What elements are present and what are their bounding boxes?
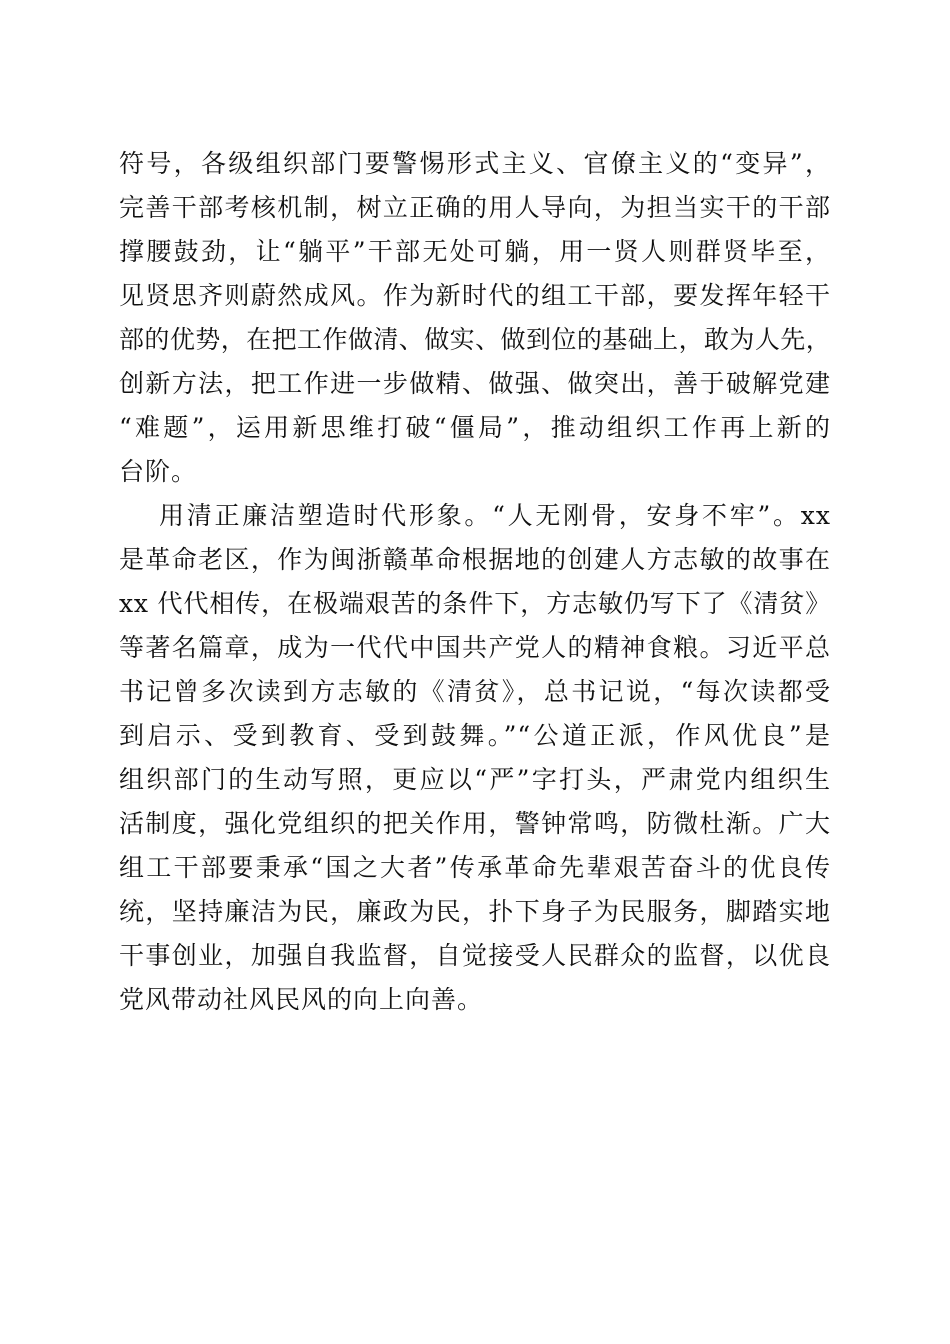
text-line: 党风带动社风民风的向上向善。	[119, 985, 484, 1014]
text-line: “难题”，运用新思维打破“僵局”，推动组织工作再上新的	[119, 413, 831, 442]
text-line: 组工干部要秉承“国之大者”传承革命先辈艰苦奋斗的优良传	[119, 853, 831, 882]
text-line: 用清正廉洁塑造时代形象。“人无刚骨，安身不牢”。xx	[159, 501, 831, 530]
text-line: 到启示、受到教育、受到鼓舞。”“公道正派，作风优良”是	[119, 721, 831, 750]
text-line: 组织部门的生动写照，更应以“严”字打头，严肃党内组织生	[119, 765, 831, 794]
text-line: 撑腰鼓劲，让“躺平”干部无处可躺，用一贤人则群贤毕至，	[119, 237, 831, 266]
text-line: 干事创业，加强自我监督，自觉接受人民群众的监督，以优良	[119, 941, 831, 970]
text-line: 部的优势，在把工作做清、做实、做到位的基础上，敢为人先，	[119, 325, 831, 354]
text-line: 统，坚持廉洁为民，廉政为民，扑下身子为民服务，脚踏实地	[119, 897, 831, 926]
text-line: 见贤思齐则蔚然成风。作为新时代的组工干部，要发挥年轻干	[119, 281, 831, 310]
text-line: 创新方法，把工作进一步做精、做强、做突出，善于破解党建	[119, 369, 831, 398]
text-line: 是革命老区，作为闽浙赣革命根据地的创建人方志敏的故事在	[119, 545, 831, 574]
text-line: xx 代代相传，在极端艰苦的条件下，方志敏仍写下了《清贫》	[119, 589, 831, 618]
text-line: 书记曾多次读到方志敏的《清贫》，总书记说，“每次读都受	[119, 677, 831, 706]
paragraph-1	[119, 142, 831, 494]
text-line: 符号，各级组织部门要警惕形式主义、官僚主义的“变异”，	[119, 149, 831, 178]
document-body	[119, 142, 831, 1022]
text-line: 台阶。	[119, 457, 198, 486]
text-line: 等著名篇章，成为一代代中国共产党人的精神食粮。习近平总	[119, 633, 831, 662]
text-line: 活制度，强化党组织的把关作用，警钟常鸣，防微杜渐。广大	[119, 809, 831, 838]
paragraph-2	[119, 494, 831, 1022]
text-line: 完善干部考核机制，树立正确的用人导向，为担当实干的干部	[119, 193, 831, 222]
